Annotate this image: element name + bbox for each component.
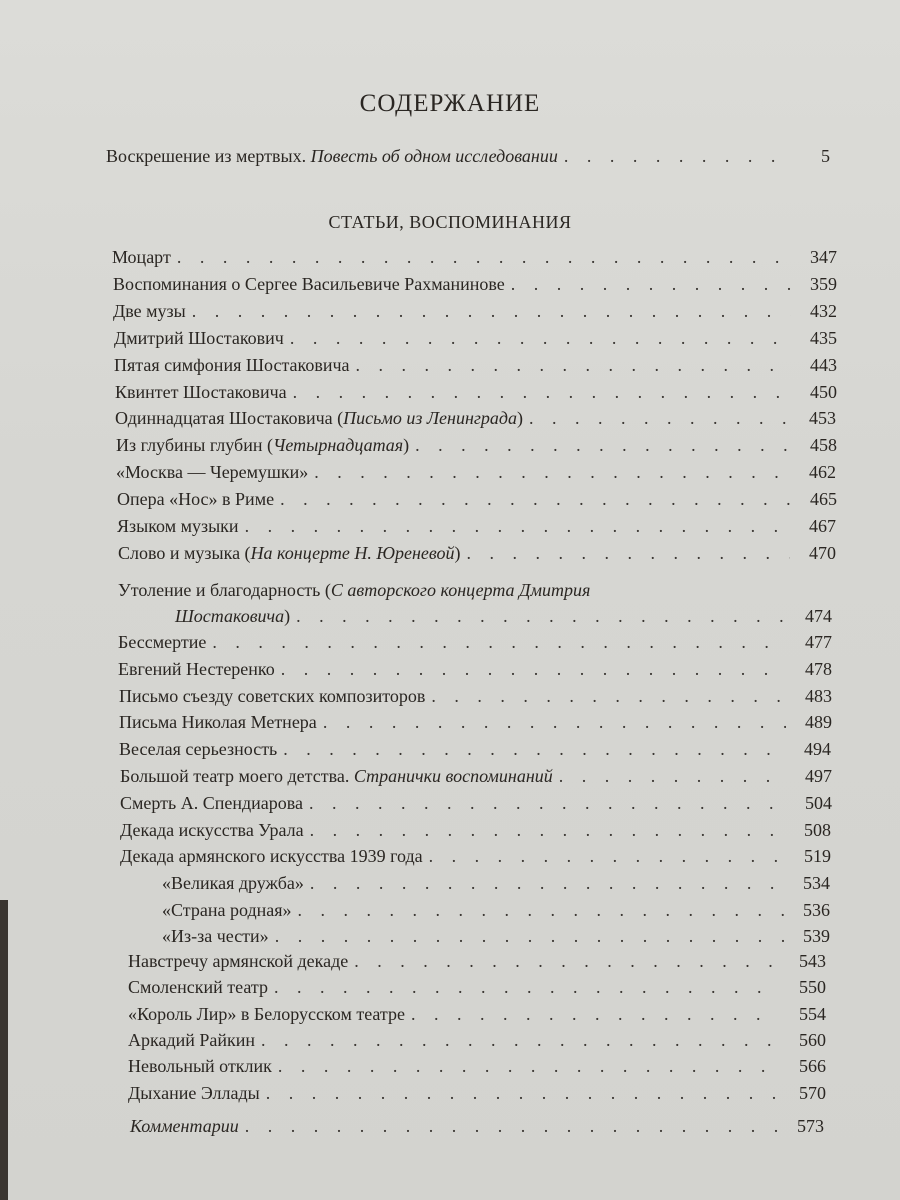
toc-entry-page: 443 (810, 354, 837, 375)
toc-entry-page: 570 (799, 1082, 826, 1103)
toc-entry (118, 632, 832, 658)
leader-dots (290, 328, 791, 349)
toc-entry (162, 900, 830, 926)
leader-dots (261, 1030, 780, 1051)
toc-entry-title: Воскрешение из мертвых. Повесть об одном исследовании (106, 146, 558, 166)
leader-dots (293, 382, 791, 403)
toc-entry-page: 465 (810, 489, 837, 510)
page-edge-shadow (0, 900, 8, 1200)
toc-entry-page: 458 (810, 435, 837, 456)
toc-entry (128, 1056, 826, 1082)
leader-dots (245, 1116, 778, 1137)
section-heading: СТАТЬИ, ВОСПОМИНАНИЯ (328, 212, 572, 232)
toc-entry (115, 382, 837, 408)
leader-dots (274, 977, 780, 998)
toc-entry-title: Смоленский театр (128, 977, 268, 998)
toc-entry-title: Утоление и благодарность (С авторского концерта Дмитрия (118, 580, 591, 600)
toc-entry-page: 5 (821, 146, 830, 166)
leader-dots (559, 766, 786, 787)
toc-entry-title: Письма Николая Метнера (119, 712, 317, 733)
toc-entry-title: «Москва — Черемушки» (116, 462, 309, 483)
toc-entry-page: 497 (805, 766, 832, 786)
leader-dots (275, 926, 784, 947)
toc-entry-page: 550 (799, 977, 826, 998)
toc-entry-title: Большой театр моего детства. Странички воспоминаний (120, 766, 553, 786)
toc-entry (128, 1030, 826, 1056)
toc-entry (116, 462, 836, 488)
leader-dots (429, 846, 785, 867)
toc-entry-title: Одиннадцатая Шостаковича (Письмо из Ленинграда) (115, 408, 524, 429)
toc-entry (120, 820, 831, 846)
toc-entry-page: 347 (810, 247, 837, 267)
leader-dots (354, 951, 780, 972)
leader-dots (431, 686, 786, 707)
toc-entry (113, 301, 837, 327)
toc-entry-page: 489 (805, 712, 832, 733)
leader-dots (278, 1056, 780, 1077)
toc-entry (119, 712, 832, 738)
toc-entry (128, 951, 826, 977)
toc-entry (112, 247, 837, 273)
toc-entry-title: Невольный отклик (128, 1056, 272, 1077)
toc-entry (117, 516, 836, 542)
toc-entry-title: Декада армянского искусства 1939 года (120, 846, 423, 867)
toc-entry (120, 766, 832, 792)
toc-entry (162, 926, 830, 952)
toc-entry-title: Комментарии (130, 1116, 239, 1136)
leader-dots (310, 873, 784, 894)
leader-dots (266, 1083, 780, 1104)
contents-heading: СОДЕРЖАНИЕ (359, 90, 541, 117)
toc-entry (118, 659, 832, 685)
toc-entry-title: Пятая симфония Шостаковича (114, 354, 350, 375)
leader-dots (511, 274, 791, 295)
toc-entry (114, 328, 837, 354)
leader-dots (415, 435, 791, 456)
toc-entry-page: 435 (810, 327, 837, 348)
toc-entry (128, 1083, 826, 1109)
toc-entry-title: Дмитрий Шостакович (114, 327, 284, 348)
toc-entry (120, 793, 832, 819)
leader-dots (212, 632, 786, 653)
toc-entry-title: «Из-за чести» (162, 926, 269, 946)
toc-entry-title: Дыхание Эллады (128, 1082, 260, 1103)
toc-entry (128, 977, 826, 1003)
toc-entry-title: Смерть А. Спендиарова (120, 792, 304, 813)
toc-entry (113, 274, 837, 300)
toc-entry (115, 408, 836, 434)
leader-dots (283, 739, 785, 760)
toc-entry-page: 467 (809, 516, 836, 536)
leader-dots (192, 301, 791, 322)
toc-entry-title: Аркадий Райкин (128, 1029, 256, 1050)
toc-entry-page: 453 (809, 408, 836, 429)
toc-entry-page: 566 (799, 1056, 826, 1077)
toc-entry-title: Моцарт (112, 247, 171, 267)
toc-entry (120, 846, 831, 872)
leader-dots (314, 462, 790, 483)
toc-entry-page: 573 (797, 1116, 824, 1136)
toc-entry-title: «Страна родная» (162, 899, 292, 920)
toc-entry-page: 536 (803, 899, 830, 920)
leader-dots (466, 543, 790, 564)
toc-entry-title: Две музы (113, 300, 186, 321)
toc-entry (117, 489, 837, 515)
leader-dots (177, 247, 791, 268)
toc-entry-title: Евгений Нестеренко (118, 658, 275, 679)
leader-dots (356, 355, 791, 376)
toc-entry-page: 432 (810, 300, 837, 321)
toc-entry-title: Бессмертие (118, 632, 207, 652)
toc-entry-page: 359 (810, 273, 837, 294)
toc-entry-page: 494 (804, 739, 831, 760)
toc-entry-page: 539 (803, 926, 830, 946)
toc-entry-page: 478 (805, 658, 832, 679)
toc-entry (118, 580, 838, 606)
leader-dots (310, 820, 785, 841)
toc-entry (118, 543, 836, 569)
toc-entry-continuation (175, 606, 832, 632)
toc-entry-page: 560 (799, 1029, 826, 1050)
toc-entry-title: Квинтет Шостаковича (115, 381, 287, 402)
toc-entry-title: «Король Лир» в Белорусском театре (128, 1003, 406, 1024)
toc-entry (162, 873, 830, 899)
toc-entry-page: 534 (803, 873, 830, 893)
toc-entry-title: Из глубины глубин (Четырнадцатая) (116, 435, 410, 456)
toc-entry-title: Шостаковича) (175, 606, 291, 626)
toc-entry-page: 477 (805, 632, 832, 652)
leader-dots (309, 793, 786, 814)
toc-entry-page: 450 (810, 381, 837, 402)
toc-entry-title: Письмо съезду советских композиторов (119, 685, 426, 706)
toc-entry-page: 483 (805, 685, 832, 706)
leader-dots (411, 1004, 780, 1025)
toc-entry (116, 435, 837, 461)
toc-entry-page: 504 (805, 792, 832, 813)
leader-dots (323, 712, 786, 733)
toc-entry-page: 519 (804, 846, 831, 867)
leader-dots (245, 516, 790, 537)
leader-dots (529, 408, 790, 429)
toc-entry-page: 543 (799, 951, 826, 971)
toc-entry (119, 739, 831, 765)
toc-entry (114, 355, 837, 381)
toc-entry-page: 470 (809, 542, 836, 563)
toc-entry-page: 508 (804, 819, 831, 840)
toc-entry-title: Навстречу армянской декаде (128, 951, 349, 971)
toc-entry-page: 554 (799, 1003, 826, 1024)
toc-entry-title: Воспоминания о Сергее Васильевиче Рахманинове (113, 273, 505, 294)
leader-dots (281, 659, 786, 680)
toc-entry-title: Декада искусства Урала (120, 819, 304, 840)
toc-entry-title: «Великая дружба» (162, 873, 304, 893)
leader-dots (296, 606, 786, 627)
toc-entry-title: Опера «Нос» в Риме (117, 489, 275, 510)
leader-dots (298, 900, 784, 921)
toc-entry-page: 462 (809, 462, 836, 483)
leader-dots (564, 146, 784, 167)
toc-entry (128, 1004, 826, 1030)
toc-entry (119, 686, 832, 712)
toc-entry-title: Языком музыки (117, 516, 239, 536)
toc-entry-comments (130, 1116, 824, 1142)
toc-entry (106, 146, 830, 172)
toc-entry-title: Веселая серьезность (119, 739, 278, 760)
toc-entry-page: 474 (805, 606, 832, 626)
leader-dots (280, 489, 791, 510)
toc-entry-title: Слово и музыка (На концерте Н. Юреневой) (118, 542, 461, 563)
